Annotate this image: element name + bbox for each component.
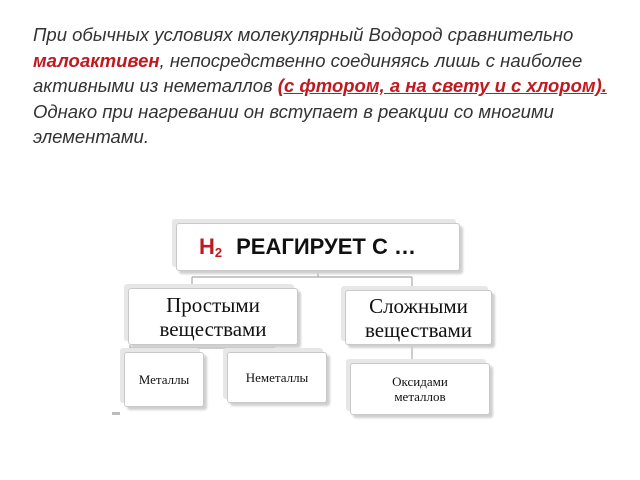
highlight-low-activity: малоактивен <box>33 49 160 71</box>
metal-oxides-line2: металлов <box>394 389 446 404</box>
highlight-fluorine-chlorine: (с фтором, а на свету и с хлором). <box>277 75 607 96</box>
simple-substances-line2: веществами <box>159 316 267 341</box>
complex-substances-line2: веществами <box>364 317 473 342</box>
root-node <box>176 223 460 271</box>
nonmetals-label: Неметаллы <box>245 370 309 385</box>
metals-label: Металлы <box>138 372 190 387</box>
simple-substances-node <box>128 288 298 345</box>
complex-substances-line1: Сложными <box>369 293 468 318</box>
nonmetals-node <box>227 352 327 403</box>
metal-oxides-line1: Оксидами <box>392 374 448 389</box>
paragraph-text-2: , непосредственно соединяясь лишь с наиболее активными из неметаллов <box>33 49 583 96</box>
complex-substances-node <box>345 290 492 345</box>
metal-oxides-node <box>350 363 490 415</box>
hydrogen-formula: $H_2$ <box>199 234 223 260</box>
paragraph-text-3: Однако при нагревании он вступает в реакции со многими элементами. <box>33 100 554 147</box>
metals-node <box>124 352 204 407</box>
simple-substances-line1: Простыми <box>166 292 260 317</box>
paragraph-text-1: При обычных условиях молекулярный Водород сравнительно <box>33 24 574 45</box>
root-node-label: РЕАГИРУЕТ С … <box>236 234 416 259</box>
decorative-mark <box>112 412 120 415</box>
